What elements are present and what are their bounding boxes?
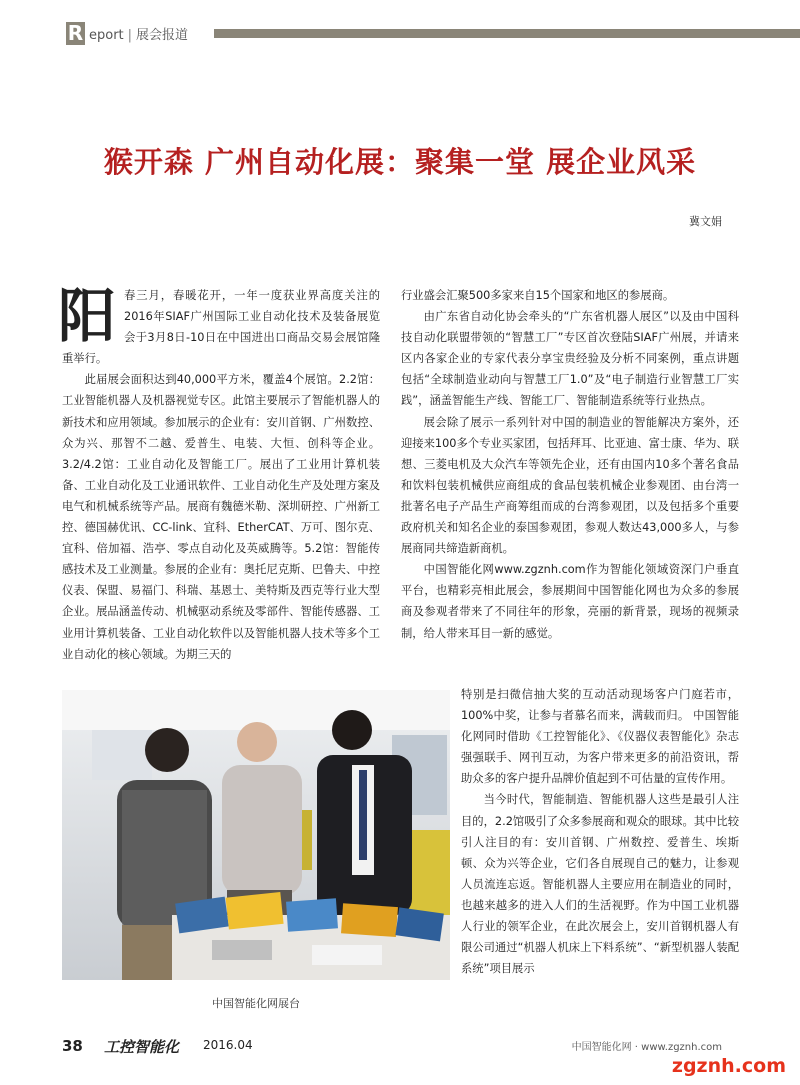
paragraph bbox=[58, 282, 380, 369]
section-separator: | bbox=[127, 28, 133, 43]
page-number: 38 bbox=[62, 1037, 83, 1055]
website-footer: 中国智能化网 · www.zgznh.com bbox=[571, 1042, 722, 1053]
article-title: 猴开森 广州自动化展：聚集一堂 展企业风采 bbox=[103, 145, 697, 179]
section-letter: R bbox=[67, 21, 84, 45]
paragraph: 行业盛会汇聚500多家来自15个国家和地区的参展商。 bbox=[401, 289, 675, 302]
left-column bbox=[58, 282, 380, 665]
right-column bbox=[401, 285, 739, 644]
section-cn: 展会报道 bbox=[136, 28, 189, 43]
booth-photo bbox=[62, 690, 450, 980]
paragraph: 中国智能化网www.zgznh.com作为智能化领域资深门户垂直平台，也精彩亮相此展会，参展期间中国智能化网也为众多的参展商及参观者带来了不同往年的形象，亮丽的新背景，现场的视频录制，给人带来耳目一新的感觉。 bbox=[401, 563, 739, 640]
issue-date: 2016.04 bbox=[203, 1038, 253, 1052]
section-label bbox=[89, 24, 188, 43]
photo-caption: 中国智能化网展台 bbox=[212, 997, 300, 1010]
paragraph: 由广东省自动化协会牵头的“广东省机器人展区”以及由中国科技自动化联盟带领的“智慧工厂”专区首次登陆SIAF广州展，并请来区内各家企业的专家代表分享宝贵经验及分析不同案例，重点讲题包括“全球制造业动向与智慧工厂1.0”及“电子制造行业智慧工厂实践”，涵盖智能生产线、智能工厂、智能制造系统等行业热点。 bbox=[401, 310, 739, 408]
paragraph: 此届展会面积达到40,000平方米，覆盖4个展馆。2.2馆：工业智能机器人及机器视觉专区。此馆主要展示了智能机器人的新技术和应用领域。参加展示的企业有：安川首钢、广州数控、众为兴、那智不二越、爱普生、电装、大恒、创科等企业。 3.2/4.2馆：工业自动化及智能工厂。展出了工业用计算机装备、工业自动化及工业通讯软件、工业自动化生产及处理方案及电气和机械系统等产品。展商有魏德米勒、深圳研控、广州新工控、德国赫优讯、CC-link、宜科、EtherCAT、万可、图尔克、宜科、倍加福、浩亭、零点自动化及英威腾等。5.2馆：智能传感技术及工业测量。参展的企业有：奥托尼克斯、巴鲁夫、中控仪表、保盟、易福门、科瑞、基恩士、美特斯及西克等行业大型企业。展品涵盖传动、机械驱动系统及零部件、智能传感器、工业用计算机装备、工业自动化软件以及智能机器人技术等多个工业自动化的核心领域。为期三天的 bbox=[62, 373, 380, 661]
right-column-lower bbox=[461, 684, 739, 979]
section-en: eport bbox=[89, 28, 124, 43]
paragraph: 展会除了展示一系列针对中国的制造业的智能解决方案外，还迎接来100多个专业买家团，包括拜耳、比亚迪、富士康、华为、联想、三菱电机及大众汽车等领先企业，还有由国内10多个著名食品和饮料包装机械供应商组成的食品包装机械企业参观团、由台湾一批著名电子产品生产商筹组而成的台湾参观团，以及包括多个重要政府机关和知名企业的泰国参观团，参观人数达43,000多人，与参展商同共缔造新商机。 bbox=[401, 415, 739, 556]
paragraph-text: 春三月，春暖花开，一年一度获业界高度关注的2016年SIAF广州国际工业自动化技术及装备展览会于3月8日-10日在中国进出口商品交易会展馆隆重举行。 bbox=[62, 289, 380, 366]
magazine-name: 工控智能化 bbox=[104, 1038, 180, 1056]
header-bar bbox=[214, 29, 800, 38]
drop-cap: 阳 bbox=[58, 282, 117, 350]
author: 冀文娟 bbox=[689, 215, 722, 228]
watermark: zgznh.com bbox=[671, 1055, 786, 1077]
paragraph: 当今时代，智能制造、智能机器人这些是最引人注目的，2.2馆吸引了众多参展商和观众的眼球。其中比较引人注目的有：安川首钢、广州数控、爱普生、埃斯顿、众为兴等企业，它们各自展现自己的魅力，让参观人员流连忘返。智能机器人主要应用在制造业的同时，也越来越多的进入人们的生活视野。作为中国工业机器人行业的领军企业，在此次展会上，安川首钢机器人有限公司通过“机器人机床上下料系统”、“新型机器人装配系统”项目展示 bbox=[461, 793, 739, 976]
booth-photo-illustration bbox=[62, 690, 450, 980]
paragraph: 特别是扫微信抽大奖的互动活动现场客户门庭若市，100%中奖，让参与者慕名而来，满载而归。 中国智能化网同时借助《工控智能化》、《仪器仪表智能化》杂志强强联手、网刊互动，为客户带来更多的前沿资讯，帮助众多的客户提升品牌价值起到不可估量的宣传作用。 bbox=[461, 688, 739, 786]
